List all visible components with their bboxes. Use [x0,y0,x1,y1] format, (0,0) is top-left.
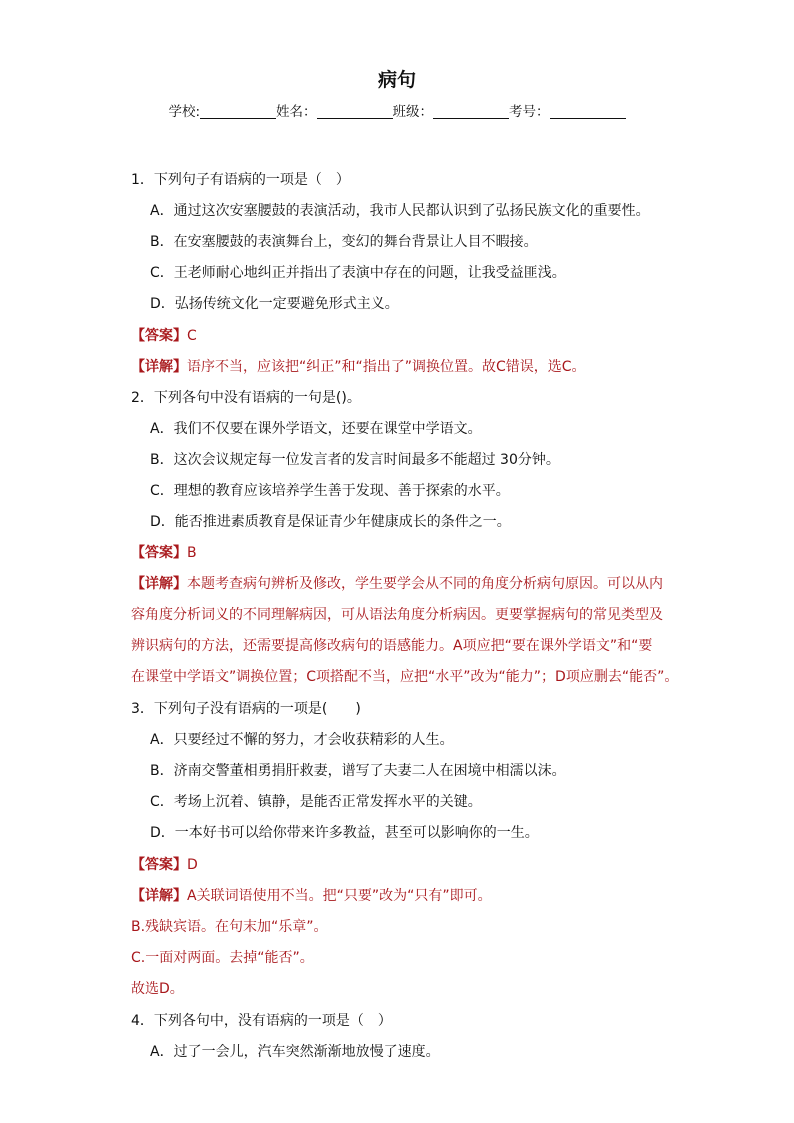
detail-line [131,569,664,600]
option-d: D．弘扬传统文化一定要避免形式主义。 [150,296,399,312]
class-field[interactable] [433,102,509,119]
question-stem: 3．下列句子没有语病的一项是( ) [131,701,361,717]
option-b: B．这次会议规定每一位发言者的发言时间最多不能超过 30分钟。 [150,452,560,468]
detail-text: 容角度分析词义的不同理解病因，可从语法角度分析病因。更要掌握病句的常见类型及 [131,607,663,623]
option-c: C．王老师耐心地纠正并指出了表演中存在的问题，让我受益匪浅。 [150,265,566,281]
detail-tag: 【详解】 [131,888,187,904]
option-c: C．考场上沉着、镇静，是能否正常发挥水平的关键。 [150,794,482,810]
exam-number-field[interactable] [550,102,626,119]
detail-text: 辨识病句的方法，还需要提高修改病句的语感能力。A项应把“要在课外学语文”和“要 [131,638,653,654]
answer-value: D [187,857,198,873]
option-b: B．济南交警董相勇捐肝救妻，谱写了夫妻二人在困境中相濡以沫。 [150,763,566,779]
school-field[interactable] [200,102,276,119]
detail-tag: 【详解】 [131,576,187,592]
detail-text: 故选D。 [131,981,184,997]
option-a: A．只要经过不懈的努力，才会收获精彩的人生。 [150,732,454,748]
page-title: 病句 [377,69,416,91]
answer-value: B [187,545,197,561]
answer-tag: 【答案】 [131,857,187,873]
detail-line [131,352,664,383]
option-d: D．能否推进素质教育是保证青少年健康成长的条件之一。 [150,514,511,530]
student-info-line [0,101,794,123]
detail-line [131,881,664,912]
answer-line [131,850,664,881]
exam-number-label: 考号： [509,104,550,120]
question-stem: 4．下列各句中，没有语病的一项是（ ） [131,1013,392,1029]
question-stem: 1．下列句子有语病的一项是（ ） [131,172,350,188]
option-a: A．我们不仅要在课外学语文，还要在课堂中学语文。 [150,421,482,437]
option-c: C．理想的教育应该培养学生善于发现、善于探索的水平。 [150,483,510,499]
question-stem: 2．下列各句中没有语病的一句是()。 [131,390,361,406]
detail-text: C.一面对两面。去掉“能否”。 [131,950,314,966]
answer-tag: 【答案】 [131,545,187,561]
answer-line [131,538,664,569]
class-label: 班级： [392,104,434,120]
answer-line [131,321,664,352]
option-d: D．一本好书可以给你带来许多教益，甚至可以影响你的一生。 [150,825,539,841]
option-b: B．在安塞腰鼓的表演舞台上，变幻的舞台背景让人目不暇接。 [150,234,538,250]
detail-text: 语序不当，应该把“纠正”和“指出了”调换位置。故C错误，选C。 [187,359,586,375]
answer-tag: 【答案】 [131,328,187,344]
detail-text: 在课堂中学语文”调换位置；C项搭配不当，应把“水平”改为“能力”；D项应删去“能否”。 [131,669,679,685]
name-field[interactable] [317,102,393,119]
option-a: A．通过这次安塞腰鼓的表演活动，我市人民都认识到了弘扬民族文化的重要性。 [150,203,650,219]
option-a: A．过了一会儿，汽车突然渐渐地放慢了速度。 [150,1044,440,1060]
detail-tag: 【详解】 [131,359,187,375]
detail-text: A关联词语使用不当。把“只要”改为“只有”即可。 [187,888,492,904]
detail-text: 本题考查病句辨析及修改，学生要学会从不同的角度分析病句原因。可以从内 [187,576,663,592]
detail-text: B.残缺宾语。在句末加“乐章”。 [131,919,328,935]
answer-value: C [187,328,197,344]
name-label: 姓名： [276,104,317,120]
school-label: 学校: [168,104,201,120]
